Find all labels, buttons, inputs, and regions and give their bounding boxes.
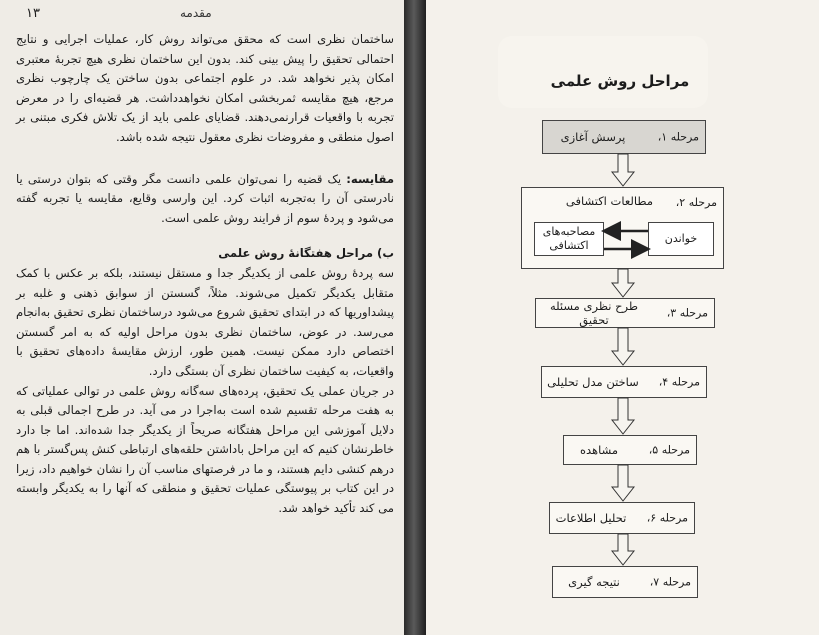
body-text [16,30,394,519]
stage-6-name: تحلیل اطلاعات [555,511,627,525]
page-number: ۱۳ [26,6,40,21]
stage-2-name: مطالعات اکتشافی [565,194,653,208]
section-heading: ب) مراحل هفتگانهٔ روش علمی [218,246,394,261]
exploratory-interviews-box: مصاحبه‌های اکتشافی [534,222,604,256]
stage-1-box [542,120,706,154]
paragraph-3: سه پردهٔ روش علمی از یکدیگر جدا و مستقل نیستند، بلکه بر عکس با کمک متقابل یکدیگر تکمیل می‌شوند. مثلاً، گسستن از سوابق ذهنی و غلبه بر پیشداوریها که در ابتدای تحقیق شروع می‌شود درساختمان نظری تحقیق به‌انجام می‌رسد. در عوض، ساختمان نظری بدون مراحل اولیه که به امر گسستن اختصاص دارد ممکن نیست. همین طور، ارزش مقایسهٔ داده‌های تحقیق با واقعیات، به کیفیت ساختمان نظری آن بستگی دارد. [16,265,394,378]
reading-box: خواندن [648,222,714,256]
stage-3-label: مرحله ۳، [666,306,708,320]
stage-3-box [535,298,715,328]
stage-6-box [549,502,695,534]
stage-1-label: مرحله ۱، [657,130,699,144]
stage-4-label: مرحله ۴، [658,375,700,389]
stage-7-label: مرحله ۷، [649,575,691,589]
comparison-text: یک قضیه را نمی‌توان علمی دانست مگر وقتی که بتوان درستی یا نادرستی آن را به‌تجربه اثبات کرد. این وارسی وقایع، مقایسه یا تجربه گفته می‌شود و پردهٔ سوم از فرایند روش علمی است. [16,171,394,225]
book-gutter [404,0,426,635]
paragraph-comparison [16,170,394,229]
stage-3-name: طرح نظری مسئله تحقیق [549,299,639,327]
stage-6-label: مرحله ۶، [646,511,688,525]
stage-5-name: مشاهده [579,443,619,457]
running-head: مقدمه [180,6,212,20]
stage-1-name: پرسش آغازی [560,130,626,144]
flowchart-title: مراحل روش علمی [550,72,690,90]
stage-4-name: ساختن مدل تحلیلی [547,375,639,389]
left-page [0,0,404,635]
stage-7-name: نتیجه گیری [568,575,620,589]
comparison-term: مقایسه: [346,171,394,186]
stage-5-box [563,435,697,465]
paragraph-1: ساختمان نظری است که محقق می‌تواند روش کار، عملیات اجرایی و نتایج احتمالی تحقیق را پیش بینی کند. بدون این ساختمان نظری هیچ تجربهٔ معتبری امکان پذیر نخواهد شد. در علوم اجتماعی بدون ساختن یک چارچوب نظری مرجع، هیچ مقایسه ثمربخشی امکان نخواهدداشت. هر قضیه‌ای را در معرض تجربه با واقعیات قرارنمی‌دهند. قضایای علمی باید از یک تلاش فکری مبتنی بر اصول منطقی و مفروضات نظری معقول نتیجه شده باشد. [16,32,394,144]
paragraph-4: در جریان عملی یک تحقیق، پرده‌های سه‌گانه روش علمی در توالی عملیاتی که به هفت مرحله تقسیم شده است به‌اجرا در می آید. در طرح اجمالی قبلی به دلایل آموزشی این مراحل هفتگانه صریحاً از یکدیگر جدا شده‌اند. اما جا دارد خاطرنشان کنیم که این مراحل باداشتن حلقه‌های ارتباطی کنش پس‌گستر با هم درهم کنشی دایم هستند، و ما در فرصتهای مناسب آن را نشان خواهیم داد، زیرا در این کتاب بر پیوستگی عملیات تحقیق و منطقی که آنها را به یکدیگر وابسته می کند تأکید خواهد شد. [16,383,394,516]
stage-4-box [541,366,707,398]
stage-2-label: مرحله ۲، [675,196,717,209]
stage-7-box [552,566,698,598]
stage-5-label: مرحله ۵، [648,443,690,457]
